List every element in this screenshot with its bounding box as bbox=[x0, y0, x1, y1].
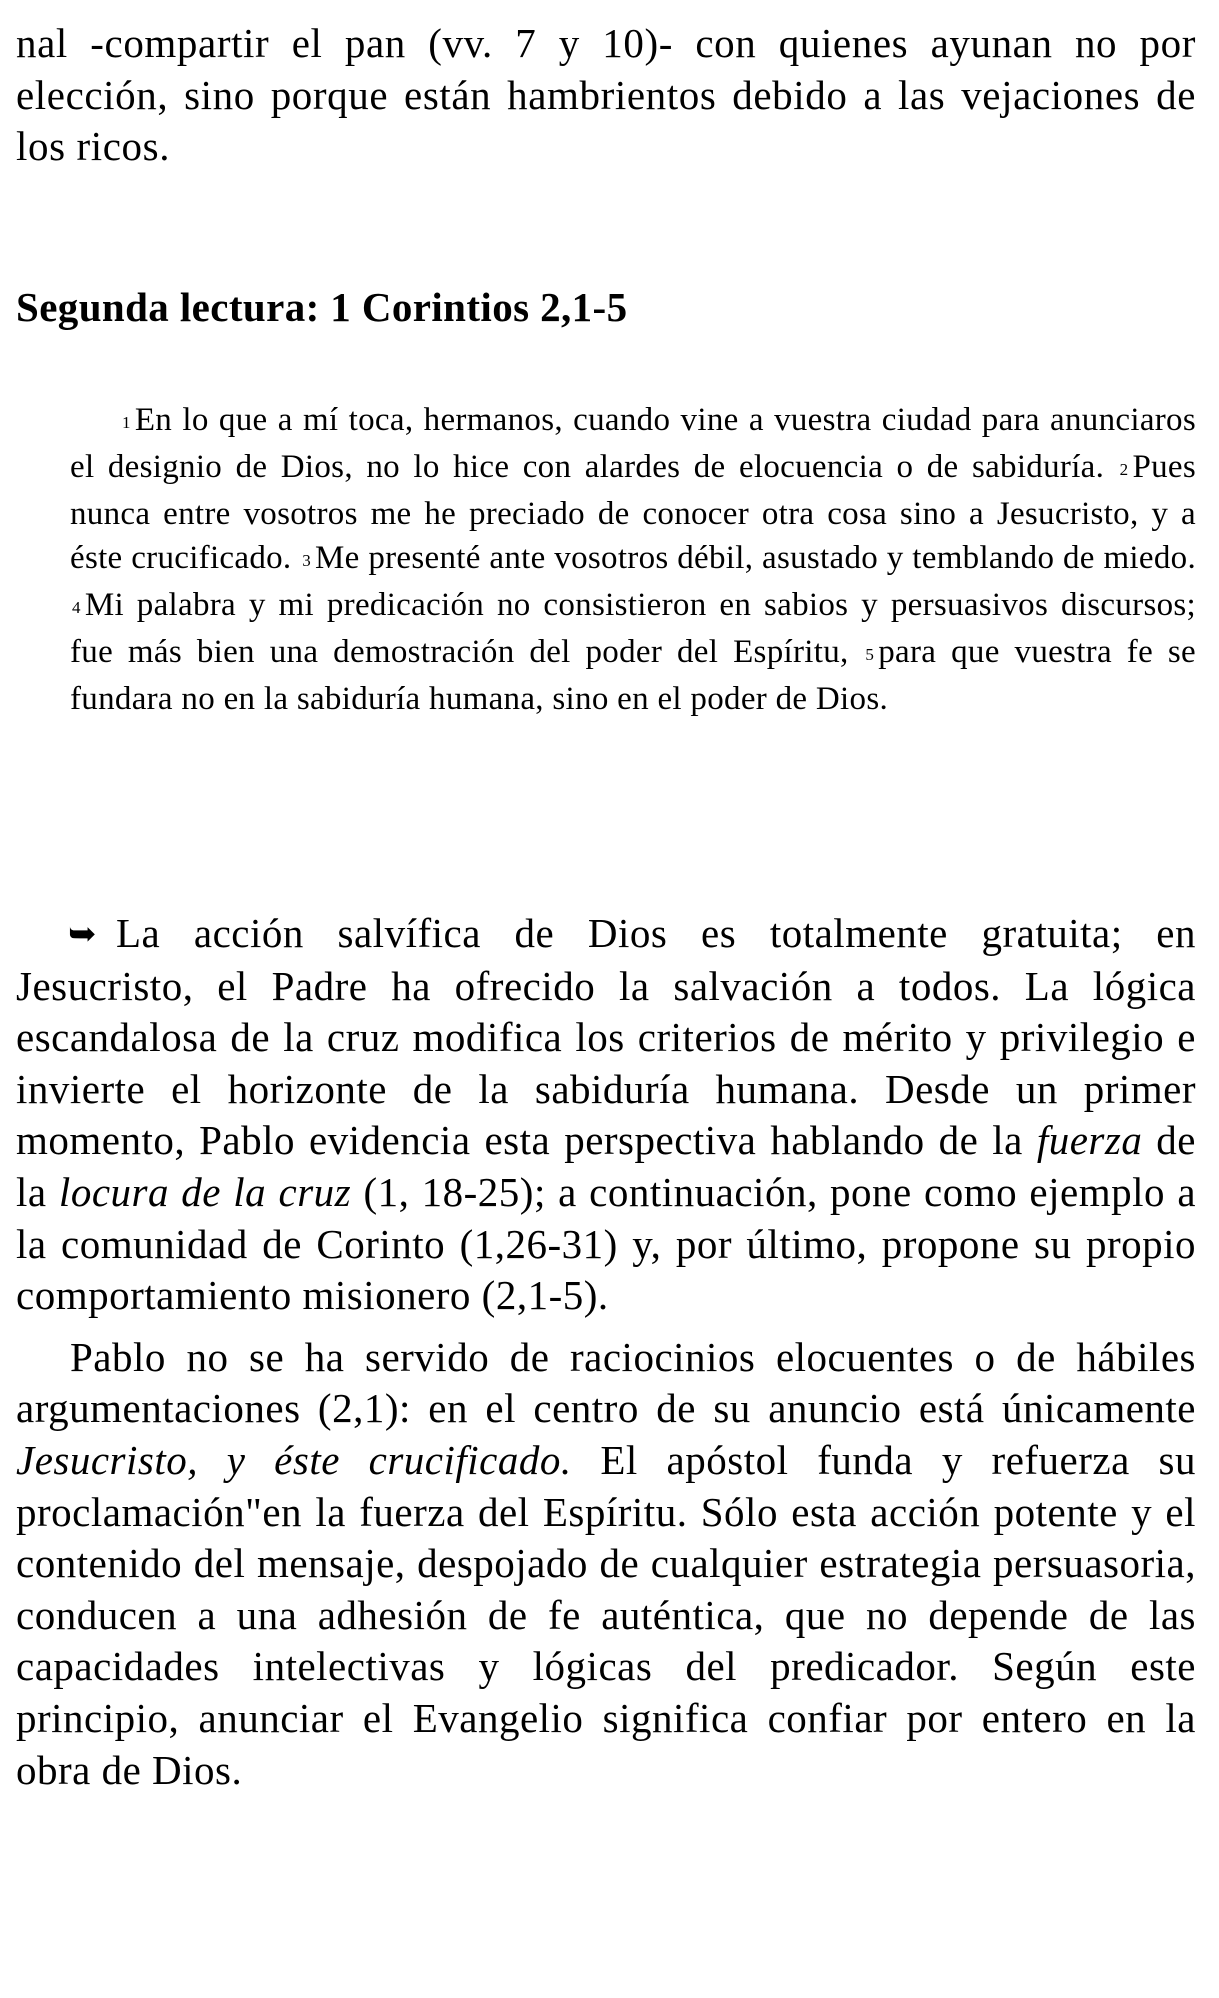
commentary-p2-italic-1: Jesucristo, y éste crucificado. bbox=[16, 1436, 572, 1483]
verse-1: En lo que a mí toca, hermanos, cuando vine a vuestra ciudad para anunciaros el designio de Dios, no lo hice con alardes de elocuencia o de sabiduría. bbox=[70, 402, 1196, 485]
intro-paragraph: nal -compartir el pan (vv. 7 y 10)- con quienes ayunan no por elección, sino porque están hambrientos debido a las vejaciones de los ricos. bbox=[16, 20, 1196, 169]
verse-5: para que vuestra fe se fundara no en la sabiduría humana, sino en el poder de Dios. bbox=[70, 634, 1196, 717]
commentary-paragraph-1 bbox=[16, 908, 1196, 1322]
commentary-p1-italic-2: locura de la cruz bbox=[58, 1168, 352, 1215]
verse-3: Me presenté ante vosotros débil, asustado y temblando de miedo. bbox=[315, 540, 1196, 576]
verse-number-5: 5 bbox=[865, 645, 875, 664]
commentary-p1-italic-1: fuerza bbox=[1036, 1117, 1143, 1164]
commentary-p2-text-b: El apóstol funda y refuerza su proclamación"en la fuerza del Espíritu. Sólo esta acción potente y el contenido del mensaje, despojado de cualquier estrategia persuasoria, conducen a una adhesión de fe auténtica, que no depende de las capacidades intelectivas y lógicas del predicador. Según este principio, anunciar el Evangelio significa confiar por entero en la obra de Dios. bbox=[16, 1436, 1197, 1793]
commentary bbox=[16, 908, 1196, 1796]
verse-2: Pues nunca entre vosotros me he preciado de conocer otra cosa sino a Jesucristo, y a éste crucificado. bbox=[70, 449, 1196, 576]
section-heading: Segunda lectura: 1 Corintios 2,1-5 bbox=[16, 284, 628, 330]
verse-number-4: 4 bbox=[72, 598, 81, 617]
commentary-p1-text-a: La acción salvífica de Dios es totalmente gratuita; en Jesucristo, el Padre ha ofrecido la salvación a todos. La lógica escandalosa de la cruz modifica los criterios de mérito y privilegio e invierte el horizonte de la sabiduría humana. Desde un primer momento, Pablo evidencia esta perspectiva hablando de la bbox=[16, 910, 1196, 1164]
commentary-p1-text-b: de la bbox=[16, 1117, 1196, 1215]
verse-number-3: 3 bbox=[302, 551, 312, 570]
commentary-paragraph-2 bbox=[16, 1332, 1196, 1796]
verse-number-2: 2 bbox=[1119, 460, 1129, 479]
scripture-reading bbox=[70, 398, 1196, 721]
commentary-p2-text-a: Pablo no se ha servido de raciocinios elocuentes o de hábiles argumentaciones (2,1): en el centro de su anuncio está únicamente bbox=[16, 1333, 1196, 1432]
arrow-right-icon: ➥ bbox=[68, 916, 97, 953]
verse-4: Mi palabra y mi predicación no consistieron en sabios y persuasivos discursos; fue más bien una demostración del poder del Espíritu, bbox=[70, 587, 1196, 670]
verse-number-1: 1 bbox=[122, 413, 131, 432]
document-page bbox=[16, 18, 1197, 1793]
commentary-p1-text-c: (1, 18-25); a continuación, pone como ejemplo a la comunidad de Corinto (1,26-31) y, por último, propone su propio comportamiento misionero (2,1-5). bbox=[16, 1168, 1197, 1319]
